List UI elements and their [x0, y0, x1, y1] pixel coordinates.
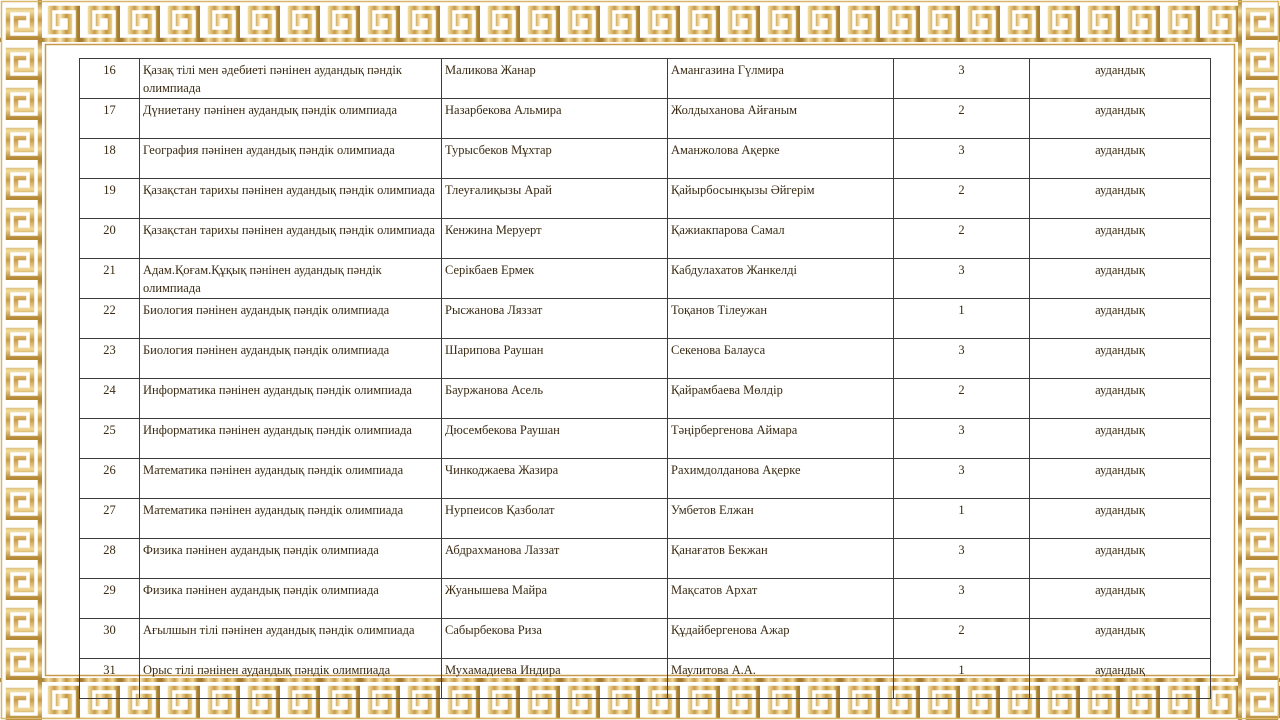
table-row: [80, 299, 1211, 339]
level-cell: аудандық: [1030, 659, 1211, 699]
olympiad-name-cell: География пәнінен аудандық пәндік олимпиада: [140, 139, 442, 179]
table-row: [80, 659, 1211, 699]
row-number-cell: 26: [80, 459, 140, 499]
teacher-name-cell: Секенова Балауса: [668, 339, 894, 379]
place-cell: 1: [894, 299, 1030, 339]
student-name-cell: Тлеуғалиқызы Арай: [442, 179, 668, 219]
teacher-name-cell: Маулитова А.А.: [668, 659, 894, 699]
table-row: [80, 379, 1211, 419]
olympiad-name-cell: Информатика пәнінен аудандық пәндік олимпиада: [140, 419, 442, 459]
table-row: [80, 179, 1211, 219]
teacher-name-cell: Аманжолова Ақерке: [668, 139, 894, 179]
student-name-cell: Бауржанова Асель: [442, 379, 668, 419]
table-row: [80, 459, 1211, 499]
level-cell: аудандық: [1030, 139, 1211, 179]
student-name-cell: Кенжина Меруерт: [442, 219, 668, 259]
place-cell: 3: [894, 259, 1030, 299]
level-cell: аудандық: [1030, 299, 1211, 339]
level-cell: аудандық: [1030, 99, 1211, 139]
table-row: [80, 339, 1211, 379]
row-number-cell: 18: [80, 139, 140, 179]
table-row: [80, 99, 1211, 139]
table-row: [80, 499, 1211, 539]
table-row: [80, 619, 1211, 659]
place-cell: 2: [894, 619, 1030, 659]
student-name-cell: Рысжанова Ляззат: [442, 299, 668, 339]
teacher-name-cell: Тоқанов Тілеужан: [668, 299, 894, 339]
olympiad-name-cell: Адам.Қоғам.Құқық пәнінен аудандық пәндік олимпиада: [140, 259, 442, 299]
row-number-cell: 25: [80, 419, 140, 459]
student-name-cell: Абдрахманова Лаззат: [442, 539, 668, 579]
level-cell: аудандық: [1030, 419, 1211, 459]
olympiad-name-cell: Қазақстан тарихы пәнінен аудандық пәндік олимпиада: [140, 219, 442, 259]
place-cell: 3: [894, 339, 1030, 379]
teacher-name-cell: Амангазина Гүлмира: [668, 59, 894, 99]
place-cell: 3: [894, 139, 1030, 179]
row-number-cell: 24: [80, 379, 140, 419]
table-row: [80, 419, 1211, 459]
teacher-name-cell: Рахимдолданова Ақерке: [668, 459, 894, 499]
student-name-cell: Шарипова Раушан: [442, 339, 668, 379]
row-number-cell: 21: [80, 259, 140, 299]
row-number-cell: 17: [80, 99, 140, 139]
table-row: [80, 579, 1211, 619]
level-cell: аудандық: [1030, 339, 1211, 379]
olympiad-name-cell: Математика пәнінен аудандық пәндік олимпиада: [140, 499, 442, 539]
place-cell: 3: [894, 59, 1030, 99]
teacher-name-cell: Тәңірбергенова Аймара: [668, 419, 894, 459]
place-cell: 3: [894, 419, 1030, 459]
row-number-cell: 30: [80, 619, 140, 659]
place-cell: 3: [894, 539, 1030, 579]
level-cell: аудандық: [1030, 59, 1211, 99]
student-name-cell: Маликова Жанар: [442, 59, 668, 99]
level-cell: аудандық: [1030, 219, 1211, 259]
teacher-name-cell: Жолдыханова Айғаным: [668, 99, 894, 139]
teacher-name-cell: Қайрамбаева Мөлдір: [668, 379, 894, 419]
row-number-cell: 31: [80, 659, 140, 699]
level-cell: аудандық: [1030, 579, 1211, 619]
olympiad-name-cell: Математика пәнінен аудандық пәндік олимпиада: [140, 459, 442, 499]
olympiad-name-cell: Дүниетану пәнінен аудандық пәндік олимпиада: [140, 99, 442, 139]
olympiad-name-cell: Информатика пәнінен аудандық пәндік олимпиада: [140, 379, 442, 419]
student-name-cell: Турысбеков Мұхтар: [442, 139, 668, 179]
student-name-cell: Серікбаев Ермек: [442, 259, 668, 299]
place-cell: 2: [894, 379, 1030, 419]
row-number-cell: 28: [80, 539, 140, 579]
student-name-cell: Сабырбекова Риза: [442, 619, 668, 659]
place-cell: 2: [894, 99, 1030, 139]
place-cell: 1: [894, 499, 1030, 539]
olympiad-name-cell: Орыс тілі пәнінен аудандық пәндік олимпиада: [140, 659, 442, 699]
level-cell: аудандық: [1030, 459, 1211, 499]
table-row: [80, 59, 1211, 99]
place-cell: 3: [894, 579, 1030, 619]
teacher-name-cell: Қайырбосынқызы Әйгерім: [668, 179, 894, 219]
level-cell: аудандық: [1030, 259, 1211, 299]
level-cell: аудандық: [1030, 619, 1211, 659]
place-cell: 2: [894, 179, 1030, 219]
student-name-cell: Дюсембекова Раушан: [442, 419, 668, 459]
place-cell: 2: [894, 219, 1030, 259]
student-name-cell: Мухамадиева Индира: [442, 659, 668, 699]
table-row: [80, 139, 1211, 179]
table-row: [80, 539, 1211, 579]
olympiad-name-cell: Қазақстан тарихы пәнінен аудандық пәндік олимпиада: [140, 179, 442, 219]
row-number-cell: 20: [80, 219, 140, 259]
olympiad-name-cell: Биология пәнінен аудандық пәндік олимпиада: [140, 339, 442, 379]
student-name-cell: Нурпеисов Қазболат: [442, 499, 668, 539]
row-number-cell: 23: [80, 339, 140, 379]
table-body: [80, 59, 1211, 699]
row-number-cell: 22: [80, 299, 140, 339]
level-cell: аудандық: [1030, 539, 1211, 579]
olympiad-name-cell: Ағылшын тілі пәнінен аудандық пәндік олимпиада: [140, 619, 442, 659]
teacher-name-cell: Мақсатов Архат: [668, 579, 894, 619]
teacher-name-cell: Қанағатов Бекжан: [668, 539, 894, 579]
student-name-cell: Жуанышева Майра: [442, 579, 668, 619]
place-cell: 3: [894, 459, 1030, 499]
row-number-cell: 27: [80, 499, 140, 539]
student-name-cell: Назарбекова Альмира: [442, 99, 668, 139]
row-number-cell: 29: [80, 579, 140, 619]
olympiad-results-table: [79, 58, 1211, 699]
teacher-name-cell: Қажиакпарова Самал: [668, 219, 894, 259]
row-number-cell: 19: [80, 179, 140, 219]
place-cell: 1: [894, 659, 1030, 699]
table-row: [80, 219, 1211, 259]
olympiad-name-cell: Физика пәнінен аудандық пәндік олимпиада: [140, 539, 442, 579]
teacher-name-cell: Кабдулахатов Жанкелді: [668, 259, 894, 299]
level-cell: аудандық: [1030, 499, 1211, 539]
olympiad-name-cell: Қазақ тілі мен әдебиеті пәнінен аудандық пәндік олимпиада: [140, 59, 442, 99]
row-number-cell: 16: [80, 59, 140, 99]
level-cell: аудандық: [1030, 179, 1211, 219]
teacher-name-cell: Құдайбергенова Ажар: [668, 619, 894, 659]
teacher-name-cell: Умбетов Елжан: [668, 499, 894, 539]
level-cell: аудандық: [1030, 379, 1211, 419]
table-row: [80, 259, 1211, 299]
olympiad-name-cell: Биология пәнінен аудандық пәндік олимпиада: [140, 299, 442, 339]
olympiad-name-cell: Физика пәнінен аудандық пәндік олимпиада: [140, 579, 442, 619]
student-name-cell: Чинкоджаева Жазира: [442, 459, 668, 499]
